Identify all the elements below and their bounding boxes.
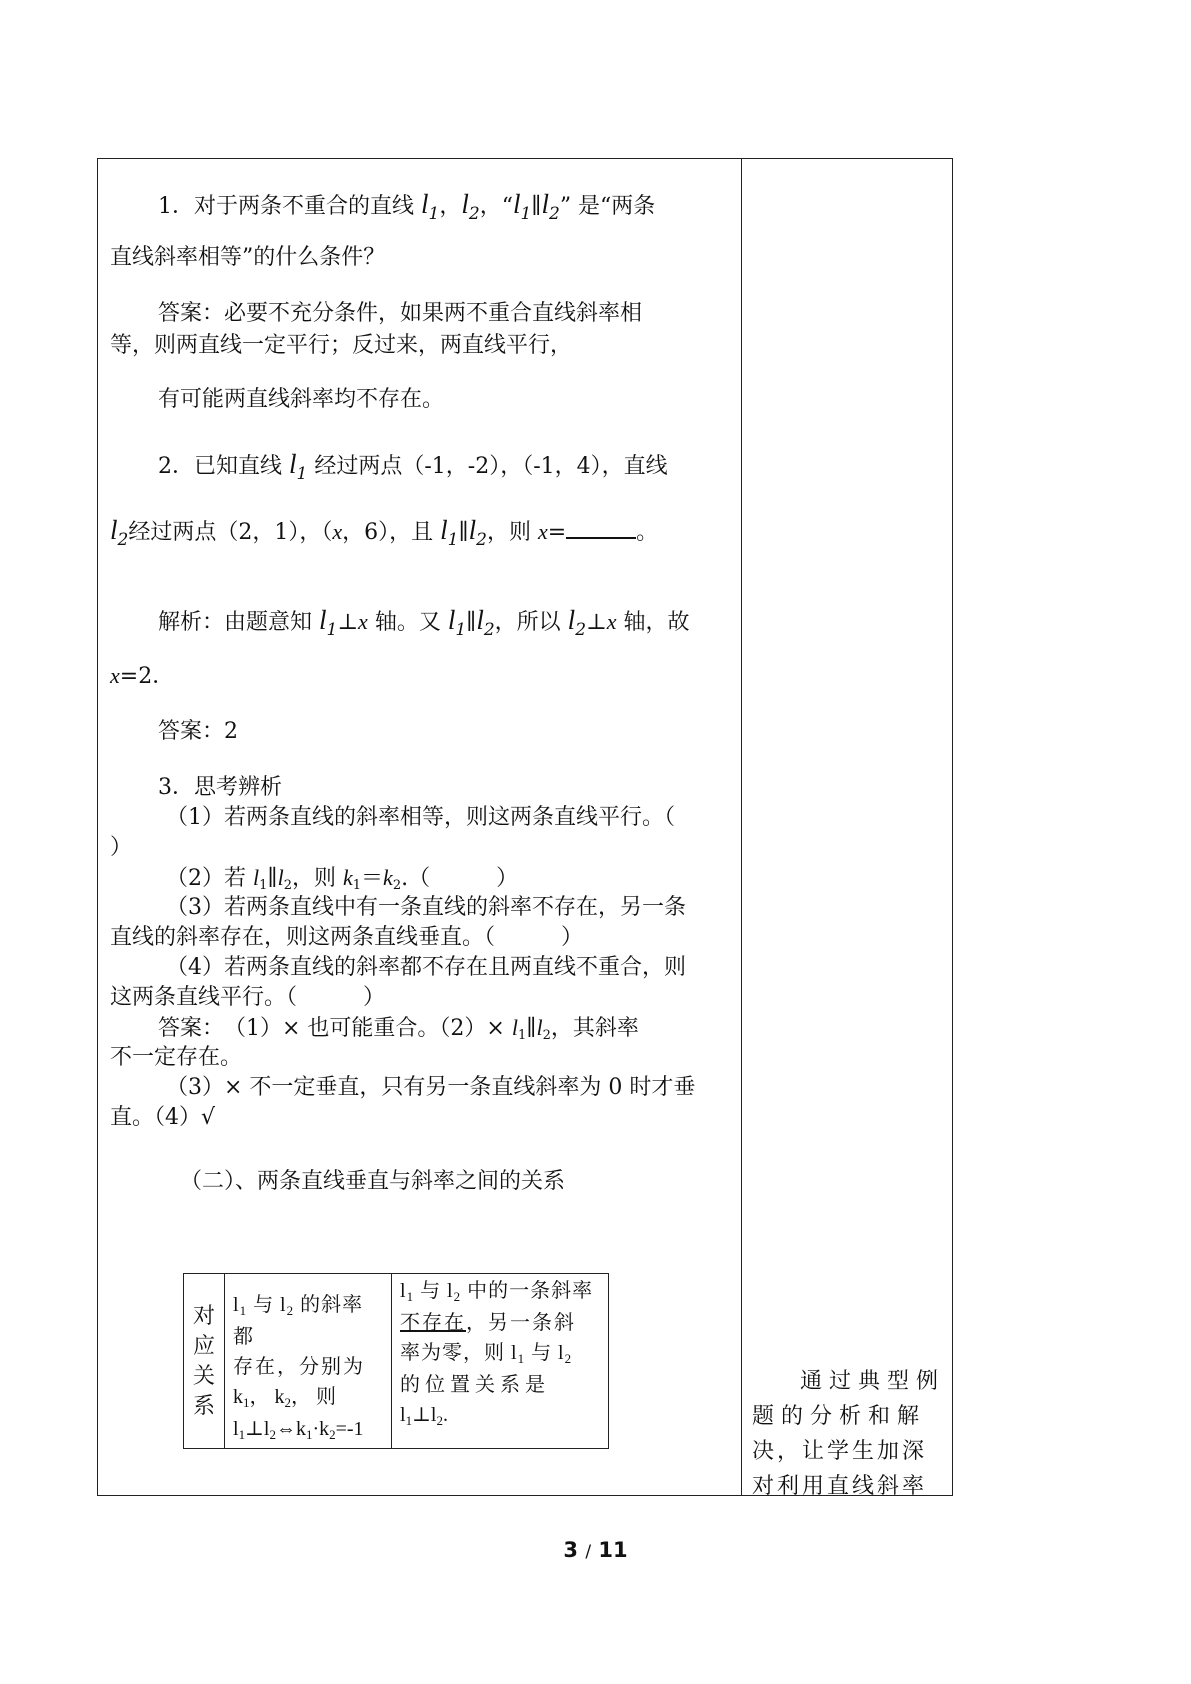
q3-title: 3．思考辨析: [158, 775, 282, 800]
q2-line1: 2．已知直线 $l_1$ 经过两点（-1，-2），（-1，4），直线: [158, 449, 668, 484]
q2-solution-line1: 解析：由题意知 $l_1\perp x$ 轴。又 $l_1\parallel l_2$，所以 $l_2\perp x$ 轴，故: [158, 605, 690, 640]
one-slope-undefined-cell: $l_1$ 与 $l_2$ 中的一条斜率 不存在，另一条斜 率为零，则 $l_1$ 与 $l_2$ 的 位 置 关 系 是 $l_1\perp l_2$.: [392, 1274, 609, 1449]
q3-item3-line2: 直线的斜率存在，则这两条直线垂直。（ ）: [110, 925, 584, 950]
q3-item3-line1: （3）若两条直线中有一条直线的斜率不存在，另一条: [166, 895, 686, 920]
q3-item4-line2: 这两条直线平行。（ ）: [110, 985, 386, 1010]
q2-line2: $l_2$经过两点（2，1），（x，6），且 $l_1\parallel l_2$，则 x= 。: [110, 515, 659, 550]
q1-line2: 直线斜率相等”的什么条件？: [110, 245, 386, 270]
q3-item2: （2）若 l1∥l2，则 k1＝k2.（ ）: [166, 865, 519, 893]
main-table: [97, 158, 953, 1499]
q1-answer-line2: 等，则两直线一定平行；反过来，两直线平行，: [110, 333, 573, 358]
right-note-line2: 题的分析和解: [752, 1404, 927, 1429]
q2-answer: 答案：2: [158, 719, 238, 744]
both-slopes-exist-cell: $l_1$ 与 $l_2$ 的斜率都 存在，分别为 $k_1$， $k_2$， 则 $l_1\perp l_2\Leftrightarrow k_1\cdot k_2=-1$: [225, 1274, 392, 1449]
right-note-line3: 决，让学生加深: [752, 1439, 928, 1464]
right-note-line1: 通过典型例: [800, 1369, 946, 1394]
page-number: 3 / 11: [563, 1538, 628, 1562]
q3-answer-line2: 不一定存在。: [110, 1045, 243, 1070]
section2-heading: （二）、两条直线垂直与斜率之间的关系: [180, 1169, 566, 1194]
column-divider: [741, 159, 742, 1495]
q3-item1-paren: ）: [110, 835, 133, 860]
relation-label-cell: 对应 关系: [184, 1274, 225, 1449]
answer-blank: [566, 519, 636, 539]
relation-table: [183, 1273, 609, 1449]
q3-item1: （1）若两条直线的斜率相等，则这两条直线平行。（: [166, 805, 675, 830]
q2-solution-line2: x=2．: [110, 663, 175, 689]
q1-answer-line1: 答案：必要不充分条件，如果两不重合直线斜率相: [158, 301, 643, 326]
q1-line1: 1．对于两条不重合的直线 $l_1$，$l_2$，“$l_1\parallel l_2$” 是“两条: [158, 189, 656, 224]
q3-item4-line1: （4）若两条直线的斜率都不存在且两直线不重合，则: [166, 955, 686, 980]
q1-answer-line3: 有可能两直线斜率均不存在。: [158, 387, 445, 412]
q3-answer-line4: 直。（4）√: [110, 1105, 216, 1130]
q3-answer-line1: 答案： （1）× 也可能重合。（2）× l1∥l2，其斜率: [158, 1015, 639, 1043]
q3-answer-line3: （3）× 不一定垂直，只有另一条直线斜率为 0 时才垂: [166, 1075, 696, 1100]
right-note-line4: 对利用直线斜率: [752, 1474, 928, 1499]
